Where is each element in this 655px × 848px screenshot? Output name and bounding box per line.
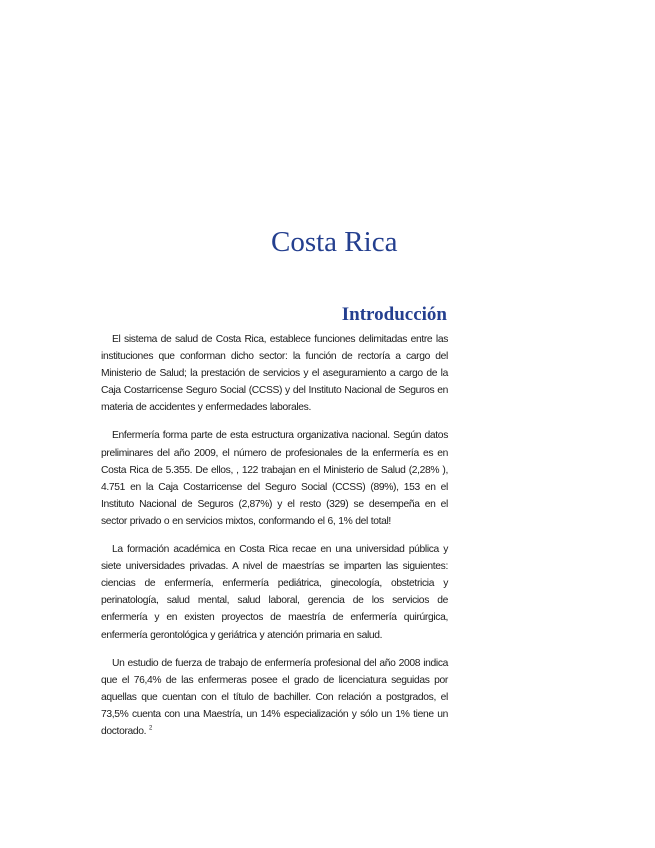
body-text [101, 331, 448, 751]
paragraph-workforce-study [101, 655, 448, 740]
section-heading: Introducción [341, 304, 447, 325]
paragraph-workforce-study-text: Un estudio de fuerza de trabajo de enfermería profesional del año 2008 indica que el 76,4% de las enfermeras posee el grado de licenciatura seguidas por aquellas que cuentan con el título de bachiller. Con relación a postgrados, el 73,5% cuenta con una Maestría, un 14% especialización y sólo un 1% tiene un doctorado. [101, 657, 448, 737]
paragraph-academic-training: La formación académica en Costa Rica recae en una universidad pública y siete universidades privadas. A nivel de maestrías se imparten las siguientes: ciencias de enfermería, enfermería pediátrica, ginecología, obstetricia y perinatología, salud mental, salud laboral, gerencia de los servicios de enfermería y en existen proyectos de maestría de enfermería quirúrgica, enfermería gerontológica y geriátrica y atención primaria en salud. [101, 544, 448, 641]
footnote-reference: 2 [148, 725, 152, 732]
country-title: Costa Rica [271, 226, 398, 258]
paragraph-health-system: El sistema de salud de Costa Rica, establece funciones delimitadas entre las instituciones que conforman dicho sector: la función de rectoría a cargo del Ministerio de Salud; la prestación de servicios y el aseguramiento a cargo de la Caja Costarricense Seguro Social (CCSS) y del Instituto Nacional de Seguros en materia de accidentes y enfermedades laborales. [101, 334, 448, 414]
paragraph-nursing-workforce: Enfermería forma parte de esta estructura organizativa nacional. Según datos preliminares del año 2009, el número de profesionales de la enfermería es en Costa Rica de 5.355. De ellos, , 122 trabajan en el Ministerio de Salud (2,28% ), 4.751 en la Caja Costarricense del Seguro Social (CCSS) (89%), 153 en el Instituto Nacional de Seguros (2,87%) y el resto (329) se desempeña en el sector privado o en servicios mixtos, conformando el 6, 1% del total! [101, 430, 448, 527]
